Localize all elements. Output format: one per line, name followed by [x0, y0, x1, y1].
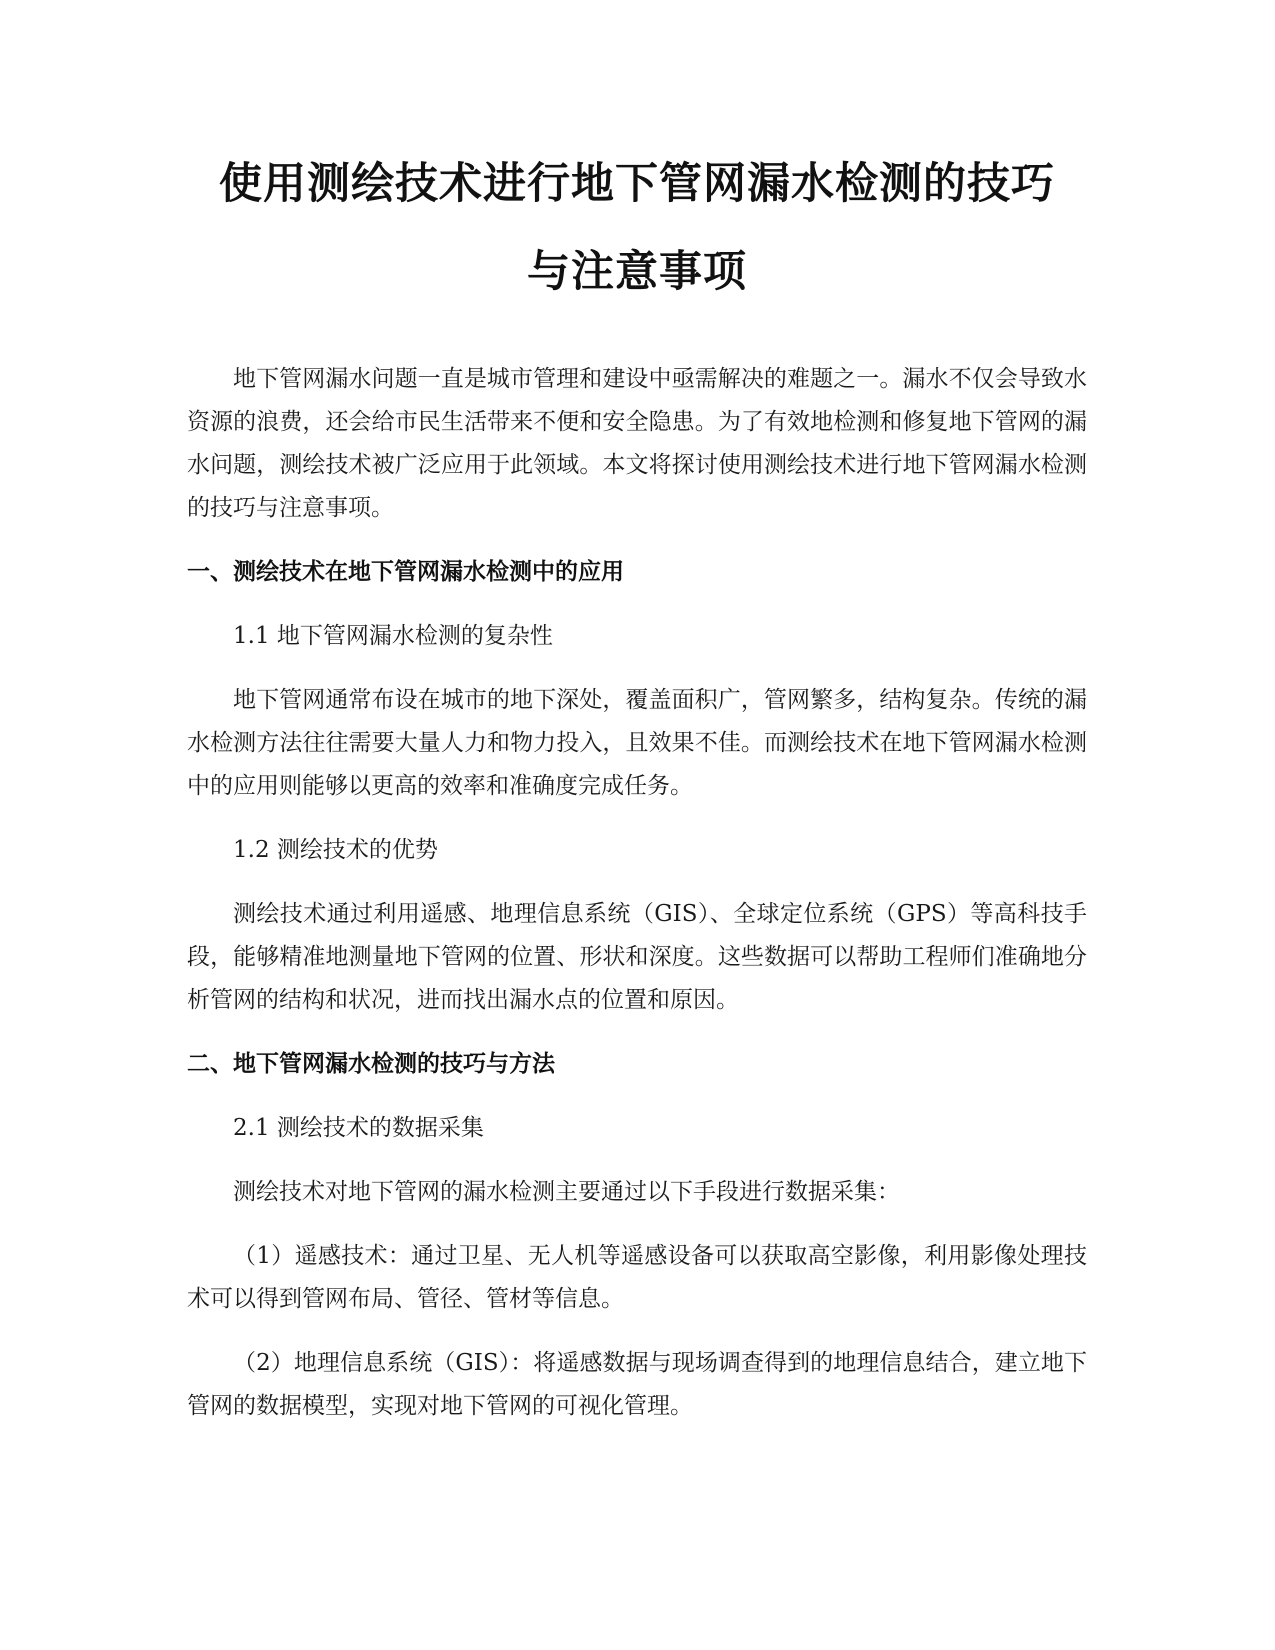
intro-paragraph: 地下管网漏水问题一直是城市管理和建设中亟需解决的难题之一。漏水不仅会导致水资源的浪费，还会给市民生活带来不便和安全隐患。为了有效地检测和修复地下管网的漏水问题，测绘技术被广泛应用于此领域。本文将探讨使用测绘技术进行地下管网漏水检测的技巧与注意事项。: [187, 366, 1087, 521]
document-title-line-2: 与注意事项: [527, 247, 747, 297]
document-body: [187, 140, 1087, 1449]
document-title: [187, 140, 1087, 316]
section-1-2-title: 1.2 测绘技术的优势: [233, 837, 438, 863]
list-item-remote-sensing: （1）遥感技术：通过卫星、无人机等遥感设备可以获取高空影像，利用影像处理技术可以得到管网布局、管径、管材等信息。: [187, 1243, 1087, 1312]
list-item-gis: （2）地理信息系统（GIS）：将遥感数据与现场调查得到的地理信息结合，建立地下管网的数据模型，实现对地下管网的可视化管理。: [187, 1350, 1087, 1419]
section-2-1-paragraph: 测绘技术对地下管网的漏水检测主要通过以下手段进行数据采集：: [233, 1179, 900, 1205]
section-1-1-title: 1.1 地下管网漏水检测的复杂性: [233, 623, 553, 649]
section-1-2-paragraph: 测绘技术通过利用遥感、地理信息系统（GIS）、全球定位系统（GPS）等高科技手段，能够精准地测量地下管网的位置、形状和深度。这些数据可以帮助工程师们准确地分析管网的结构和状况，进而找出漏水点的位置和原因。: [187, 901, 1087, 1013]
document-title-line-1: 使用测绘技术进行地下管网漏水检测的技巧: [219, 159, 1055, 209]
section-2-heading: 二、地下管网漏水检测的技巧与方法: [187, 1051, 555, 1077]
section-1-1-paragraph: 地下管网通常布设在城市的地下深处，覆盖面积广，管网繁多，结构复杂。传统的漏水检测方法往往需要大量人力和物力投入，且效果不佳。而测绘技术在地下管网漏水检测中的应用则能够以更高的效率和准确度完成任务。: [187, 687, 1087, 799]
section-1-heading: 一、测绘技术在地下管网漏水检测中的应用: [187, 559, 624, 585]
section-2-1-title: 2.1 测绘技术的数据采集: [233, 1115, 484, 1141]
